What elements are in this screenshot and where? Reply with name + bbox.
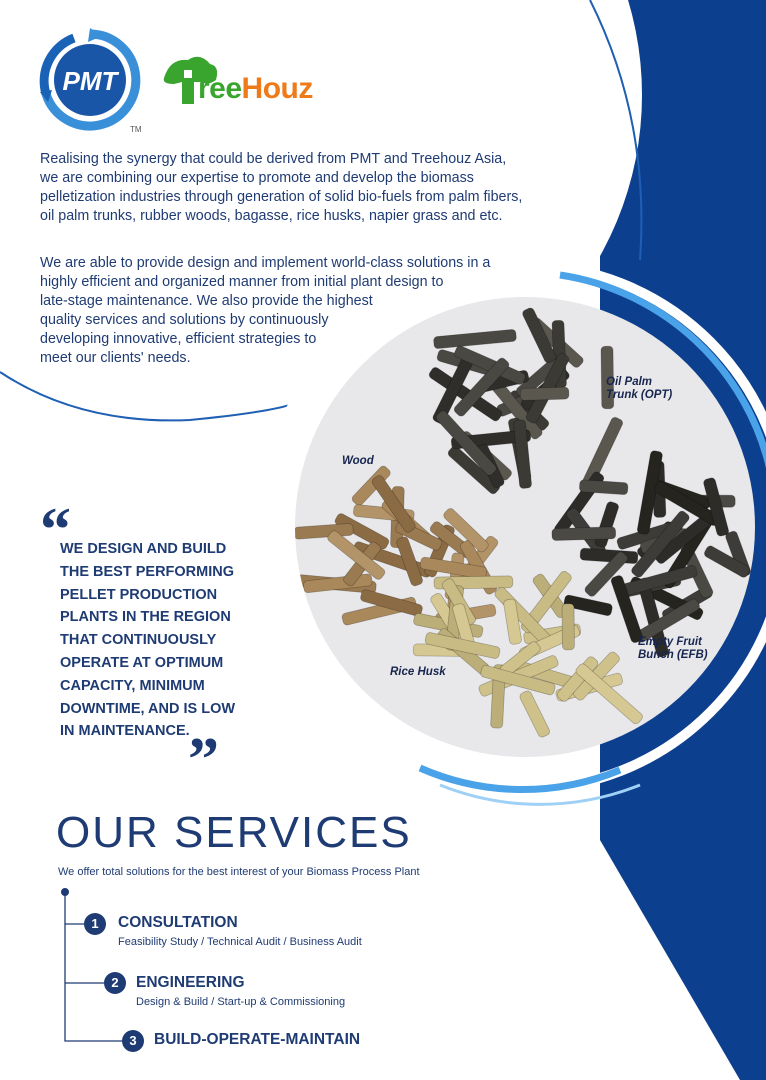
pellet — [520, 387, 569, 400]
service-consultation-desc: Feasibility Study / Technical Audit / Business Audit — [118, 936, 362, 948]
service-number-2: 2 — [104, 972, 126, 994]
service-engineering: ENGINEERING — [136, 974, 245, 991]
service-number-1: 1 — [84, 913, 106, 935]
quote-close-mark: ” — [188, 726, 219, 794]
pellet — [552, 527, 616, 541]
pmt-logo-text: PMT — [62, 66, 118, 96]
pmt-tm: TM — [130, 125, 142, 134]
quote-open-mark: “ — [40, 496, 71, 564]
photo-ring-accent-bottom — [420, 768, 620, 790]
label-efb: Empty Fruit Bunch (EFB) — [638, 636, 708, 661]
treehouz-wordmark: reeHouz — [198, 72, 313, 105]
intro-paragraph-1: Realising the synergy that could be derived from PMT and Treehouz Asia, we are combining our expertise to promote and develop the biomass pelletization industries through generation of solid bio-fuels from palm fibers, oil palm trunks, rubber woods, bagasse, rice husks, napier grass and etc. — [40, 151, 523, 224]
services-title: OUR SERVICES — [56, 808, 412, 857]
pmt-logo — [34, 28, 146, 134]
label-opt: Oil Palm Trunk (OPT) — [606, 376, 673, 401]
quote-text: WE DESIGN AND BUILD THE BEST PERFORMING PELLET PRODUCTION PLANTS IN THE REGION THAT CONTINUOUSLY OPERATE AT OPTIMUM CAPACITY, MINIMUM DOWNTIME, AND IS LOW IN MAINTENANCE. — [60, 541, 236, 740]
service-build-operate-maintain: BUILD-OPERATE-MAINTAIN — [154, 1031, 361, 1048]
label-rice-husk: Rice Husk — [390, 666, 446, 678]
label-wood: Wood — [342, 455, 374, 467]
service-engineering-desc: Design & Build / Start-up & Commissioning — [136, 996, 346, 1008]
services-subtitle: We offer total solutions for the best interest of your Biomass Process Plant — [58, 866, 420, 878]
service-number-3: 3 — [122, 1030, 144, 1052]
intro-paragraph-2: We are able to provide design and implement world-class solutions in a highly efficient and organized manner from initial plant design to late-stage maintenance. We also provide the highest quality services and solutions by continuously developing innovative, efficient strategies to meet our clients' needs. — [40, 255, 491, 366]
pellet — [562, 604, 574, 650]
pellet-photo — [290, 292, 760, 762]
service-consultation: CONSULTATION — [118, 914, 238, 931]
